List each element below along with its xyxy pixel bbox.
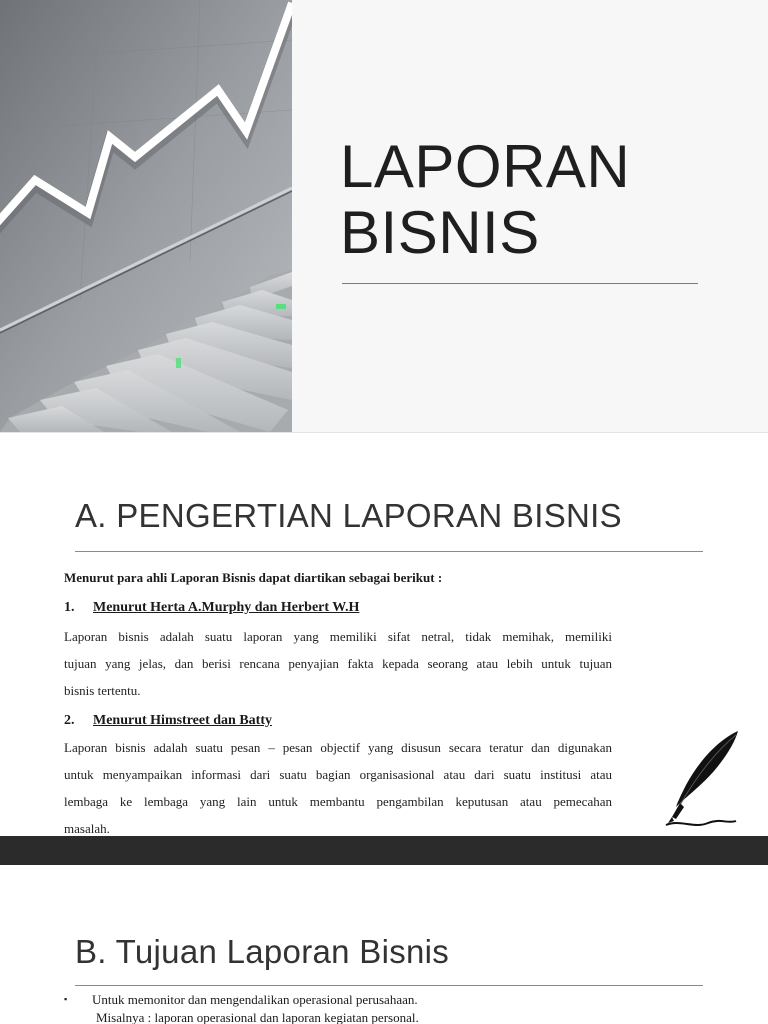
item-1-heading: [64, 600, 359, 616]
bullet-text: Untuk memonitor dan mengendalikan operasional perusahaan.: [92, 992, 418, 1007]
item-1-number: 1.: [64, 600, 75, 615]
graph-and-stairs-photo: [0, 0, 292, 432]
heading-divider: [75, 551, 703, 552]
hero-image: [0, 0, 292, 432]
item-2-heading: [64, 713, 272, 729]
bullet-subtext: Misalnya : laporan operasional dan laporan kegiatan personal.: [96, 1010, 419, 1024]
slide-divider-bar: [0, 836, 768, 865]
item-2-line-3: lembaga ke lembaga yang lain untuk membantu pengambilan keputusan atau pemecahan: [64, 794, 612, 809]
item-2-number: 2.: [64, 713, 75, 728]
section-heading-b: B. Tujuan Laporan Bisnis: [75, 933, 450, 970]
bullet-item: [64, 992, 418, 1008]
section-heading-a: A. PENGERTIAN LAPORAN BISNIS: [75, 497, 622, 534]
item-2-line-2: untuk menyampaikan informasi dari suatu bagian organisasional atau dari suatu institusi atau: [64, 767, 612, 782]
slide-title: [0, 0, 768, 432]
item-1-paragraph: [64, 623, 612, 704]
item-2-line-4: masalah.: [64, 821, 110, 836]
item-2-title: Menurut Himstreet dan Batty: [93, 713, 272, 728]
item-1-line-1: Laporan bisnis adalah suatu laporan yang memiliki sifat netral, tidak memihak, memiliki: [64, 629, 612, 644]
item-1-title: Menurut Herta A.Murphy dan Herbert W.H: [93, 600, 360, 615]
title-line-1: LAPORAN: [340, 133, 631, 200]
quill-pen-icon: [650, 725, 750, 835]
item-1-line-3: bisnis tertentu.: [64, 683, 141, 698]
item-2-paragraph: [64, 734, 612, 842]
item-1-line-2: tujuan yang jelas, dan berisi rencana penyajian fakta kepada seorang atau lebih untuk tujuan: [64, 656, 612, 671]
bullet-icon: ▪: [64, 994, 68, 1004]
title-line-2: BISNIS: [340, 199, 540, 266]
heading-divider: [75, 985, 703, 986]
slide-tujuan: [0, 865, 768, 1024]
slide-title-text: [340, 134, 720, 266]
intro-text: Menurut para ahli Laporan Bisnis dapat diartikan sebagai berikut :: [64, 570, 443, 585]
title-divider: [342, 283, 698, 284]
slide-pengertian: [0, 433, 768, 836]
item-2-line-1: Laporan bisnis adalah suatu pesan – pesan objectif yang disusun secara teratur dan digunakan: [64, 740, 612, 755]
